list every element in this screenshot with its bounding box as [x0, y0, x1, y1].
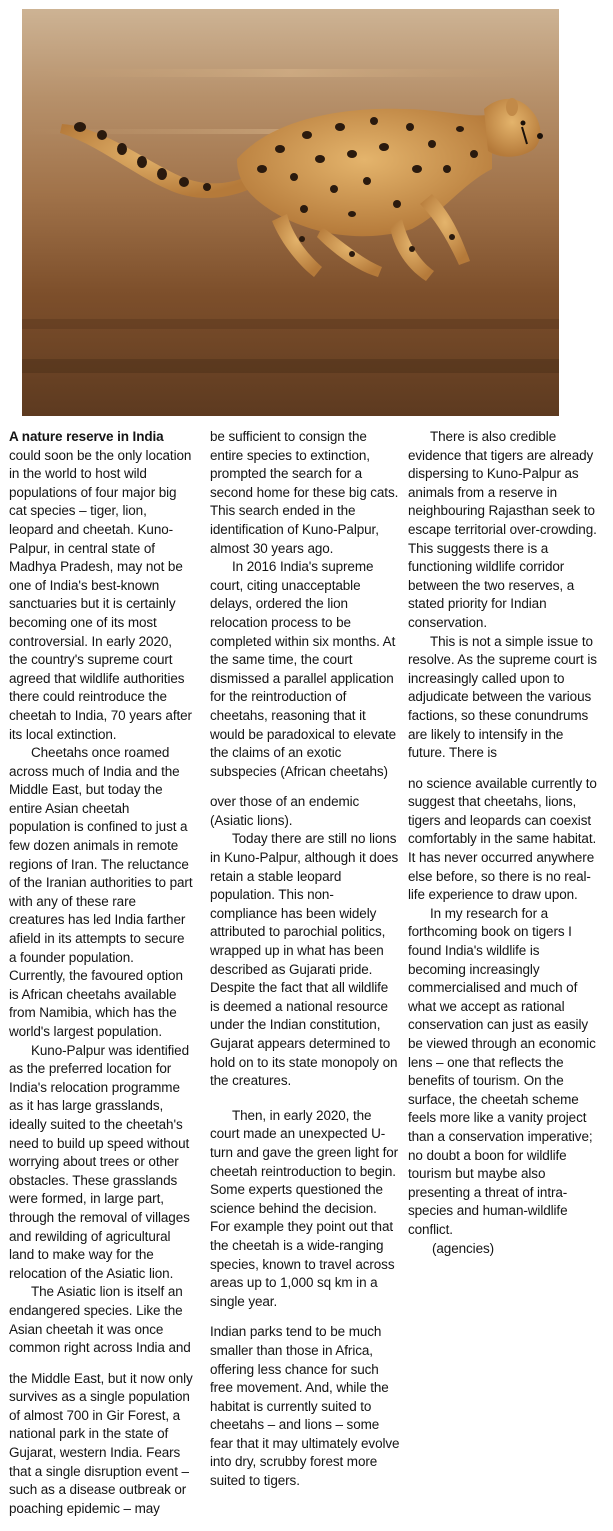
- paragraph: no science available currently to suggest that cheetahs, lions, tigers and leopards can coexist comfortably in the same habitat. It has never occurred anywhere else before, so there is no real-life experience to draw upon.: [408, 775, 597, 903]
- article-column-3: [408, 428, 600, 1258]
- paragraph: Cheetahs once roamed across much of India and the Middle East, but today the entire Asian cheetah population is confined to just a few dozen animals in remote regions of Iran. The reluctance of the Iranian authorities to part with any of these rare creatures has led India farther afield in its attempts to secure a founder population. Currently, the favoured option is African cheetahs available from Namibia, which has the world's largest population.: [9, 745, 193, 1039]
- lead-text: A nature reserve in India: [9, 429, 164, 444]
- cheetah-photo: [22, 9, 559, 416]
- paragraph: The Asiatic lion is itself an endangered species. Like the Asian cheetah it was once common right across India and: [9, 1284, 191, 1356]
- paragraph: In 2016 India's supreme court, citing unacceptable delays, ordered the lion relocation process to be completed within six months. At the same time, the court dismissed a parallel application for the reintroduction of cheetahs, reasoning that it would be paradoxical to elevate the claims of an exotic subspecies (African cheetahs): [210, 559, 397, 779]
- paragraph: be sufficient to consign the entire species to extinction, prompted the search for a second home for these big cats. This search ended in the identification of Kuno-Palpur, almost 30 years ago.: [210, 429, 399, 556]
- article-body: [9, 428, 599, 1528]
- paragraph: Indian parks tend to be much smaller than those in Africa, offering less chance for such free movement. And, while the habitat is currently suited to cheetahs – and lions – some fear that it may ultimately evolve into dry, scrubby forest more suited to tigers.: [210, 1324, 400, 1489]
- paragraph: There is also credible evidence that tigers are already dispersing to Kuno-Palpur as animals from a reserve in neighbouring Rajasthan seek to escape territorial over-crowding. This suggests there is a functioning wildlife corridor between the two reserves, a stated priority for Indian conservation.: [408, 429, 597, 630]
- byline-agencies: (agencies): [432, 1240, 495, 1256]
- article-column-2: [210, 428, 400, 1491]
- paragraph: over those of an endemic (Asiatic lions).: [210, 794, 360, 828]
- paragraph: In my research for a forthcoming book on tigers I found India's wildlife is becoming increasingly commercialised and much of what we accept as rational conservation can just as easily be viewed through an economic lens – one that reflects the benefits of tourism. On the surface, the cheetah scheme feels more like a vanity project than a conservation imperative; no doubt a boon for wildlife tourism but maybe also presenting a threat of intra-species and human-wildlife conflict.: [408, 905, 596, 1237]
- paragraph: This is not a simple issue to resolve. As the supreme court is increasingly called upon to adjudicate between the various factions, so these conundrums are likely to intensify in the future. There is: [408, 633, 597, 761]
- paragraph: Then, in early 2020, the court made an unexpected U-turn and gave the green light for cheetah reintroduction to begin. Some experts questioned the science behind the decision. For example they point out that the cheetah is a wide-ranging species, known to travel across areas up to 1,000 sq km in a single year.: [210, 1107, 399, 1309]
- paragraph: Today there are still no lions in Kuno-Palpur, although it does retain a stable leopard population. This non-compliance has been widely attributed to parochial politics, wrapped up in what has been described as Gujarati pride. Despite the fact that all wildlife is deemed a national resource under the Indian constitution, Gujarat appears determined to hold on to its state monopoly on the creatures.: [210, 831, 399, 1089]
- paragraph: the Middle East, but it now only survives as a single population of almost 700 in Gir Forest, a national park in the state of Gujarat, western India. Fears that a single disruption event – such as a disease outbreak or poaching epidemic – may: [9, 1370, 193, 1516]
- lead-paragraph: [9, 428, 193, 744]
- article-column-1: [9, 428, 193, 1518]
- paragraph-text: could soon be the only location in the world to host wild populations of four major big cat species – tiger, lion, leopard and cheetah. Kuno-Palpur, in central state of Madhya Pradesh, may not be one of India's best-known sanctuaries but it is certainly becoming one of its most controversial. In early 2020, the country's supreme court agreed that wildlife authorities there could reintroduce the cheetah to India, 70 years after its local extinction.: [9, 447, 192, 742]
- paragraph: Kuno-Palpur was identified as the preferred location for India's relocation programme as it has large grasslands, ideally suited to the cheetah's need to build up speed without worrying about trees or other obstacles. These grasslands were formed, in large part, through the removal of villages and rewilding of agricultural land to make way for the relocation of the Asiatic lion.: [9, 1042, 190, 1281]
- cheetah-illustration: [22, 9, 559, 416]
